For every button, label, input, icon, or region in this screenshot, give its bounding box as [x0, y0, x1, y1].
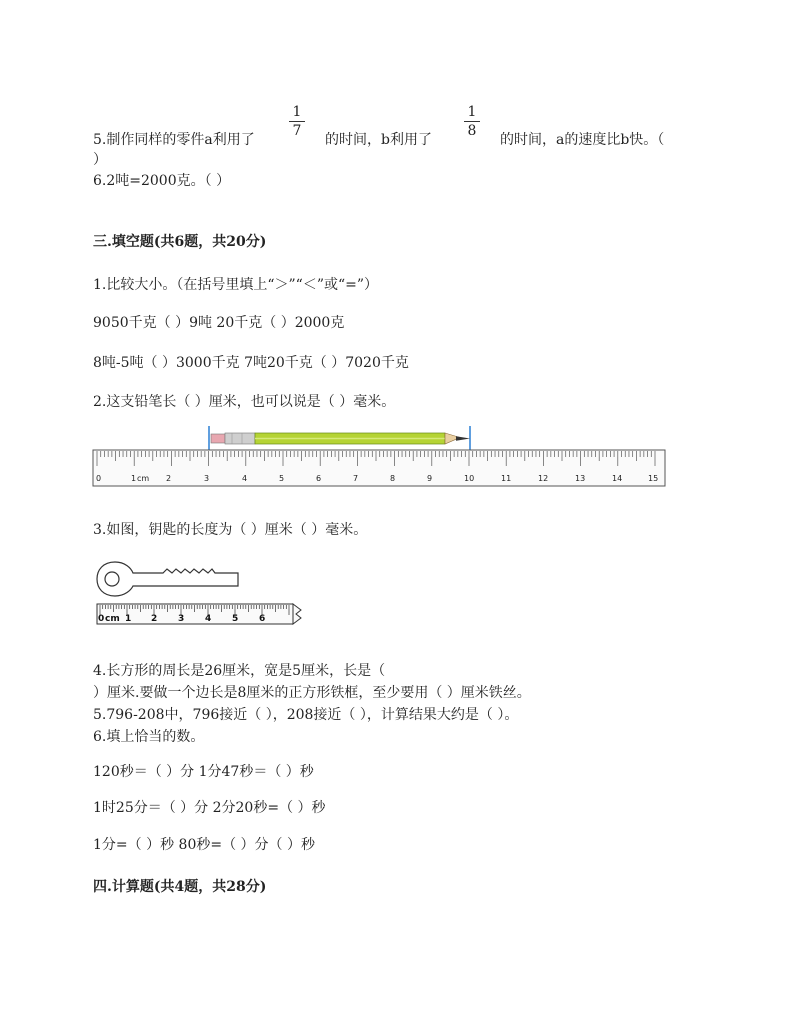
s3-q6-line2: 1时25分＝（ ）分 2分20秒=（ ）秒	[93, 800, 326, 816]
key-ruler-label-6: 6	[259, 614, 266, 624]
fraction-b-denominator: 8	[467, 123, 477, 139]
s3-q3-title: 3.如图，钥匙的长度为（ ）厘米（ ）毫米。	[93, 522, 368, 538]
ruler-label-1: 1	[131, 474, 137, 483]
s3-q4-line1: 4.长方形的周长是26厘米，宽是5厘米，长是（	[93, 663, 386, 679]
ruler-label-14: 14	[612, 474, 623, 483]
ruler-label-8: 8	[390, 474, 396, 483]
key-ruler-label-cm: cm	[105, 614, 120, 624]
s3-q4-line2: ）厘米.要做一个边长是8厘米的正方形铁框，至少要用（ ）厘米铁丝。	[93, 685, 531, 701]
fraction-b	[464, 104, 480, 139]
q5-middle	[325, 131, 432, 149]
s3-q6-line3: 1分=（ ）秒 80秒=（ ）分（ ）秒	[93, 837, 315, 853]
q6-line: 6.2吨=2000克。（ ）	[93, 173, 231, 189]
q5-part1: 5.制作同样的零件a利用了	[93, 132, 255, 148]
key-icon	[97, 562, 238, 596]
s3-q1-title: 1.比较大小。（在括号里填上“＞”“＜”或“=”）	[93, 277, 379, 293]
ruler-label-13: 13	[575, 474, 586, 483]
fraction-b-bar	[464, 121, 480, 122]
s3-q5-line: 5.796-208中，796接近（ ），208接近（ ），计算结果大约是（ ）。	[93, 707, 519, 723]
ruler-label-2: 2	[166, 474, 172, 483]
pencil-icon	[211, 433, 470, 444]
section4-title: 四.计算题(共4题，共28分)	[93, 879, 267, 895]
fraction-a-numerator: 1	[292, 104, 302, 120]
q5-close-paren: ）	[93, 152, 107, 168]
key-ruler-broken-end	[293, 604, 301, 624]
ruler-label-5: 5	[279, 474, 285, 483]
q5-end	[500, 131, 664, 149]
s3-q2-title: 2.这支铅笔长（ ）厘米，也可以说是（ ）毫米。	[93, 394, 396, 410]
section3-title: 三.填空题(共6题，共20分)	[93, 234, 267, 250]
key-ruler-label-3: 3	[178, 614, 185, 624]
s3-q1-line1: 9050千克（ ）9吨 20千克（ ）2000克	[93, 315, 345, 331]
key-ruler-figure	[95, 560, 305, 628]
key-ruler-label-2: 2	[151, 614, 158, 624]
ruler-label-10: 10	[464, 474, 475, 483]
fraction-b-numerator: 1	[467, 104, 477, 120]
key-ruler-label-1: 1	[125, 614, 132, 624]
q5-part3: 的时间，a的速度比b快。（	[500, 132, 665, 148]
fraction-a-bar	[289, 121, 305, 122]
ruler-label-11: 11	[501, 474, 512, 483]
key-ruler-label-4: 4	[205, 614, 212, 624]
key-ruler-label-5: 5	[232, 614, 239, 624]
s3-q6-line1: 120秒＝（ ）分 1分47秒＝（ ）秒	[93, 764, 314, 780]
ruler-label-12: 12	[538, 474, 549, 483]
key-ruler-label-0: 0	[98, 614, 105, 624]
ruler-label-3: 3	[204, 474, 210, 483]
ruler-label-cm: cm	[137, 474, 150, 483]
q5-part2: 的时间，b利用了	[325, 132, 432, 148]
ruler-label-4: 4	[242, 474, 248, 483]
ruler-label-7: 7	[353, 474, 359, 483]
ruler-label-0: 0	[96, 474, 102, 483]
q5-line	[93, 131, 255, 149]
fraction-a-denominator: 7	[292, 123, 302, 139]
s3-q6-title: 6.填上恰当的数。	[93, 729, 205, 745]
ruler-label-15: 15	[648, 474, 659, 483]
ruler-label-9: 9	[427, 474, 433, 483]
fraction-a	[289, 104, 305, 139]
s3-q1-line2: 8吨-5吨（ ）3000千克 7吨20千克（ ）7020千克	[93, 355, 409, 371]
ruler-label-6: 6	[316, 474, 322, 483]
pencil-ruler-figure	[92, 424, 668, 490]
